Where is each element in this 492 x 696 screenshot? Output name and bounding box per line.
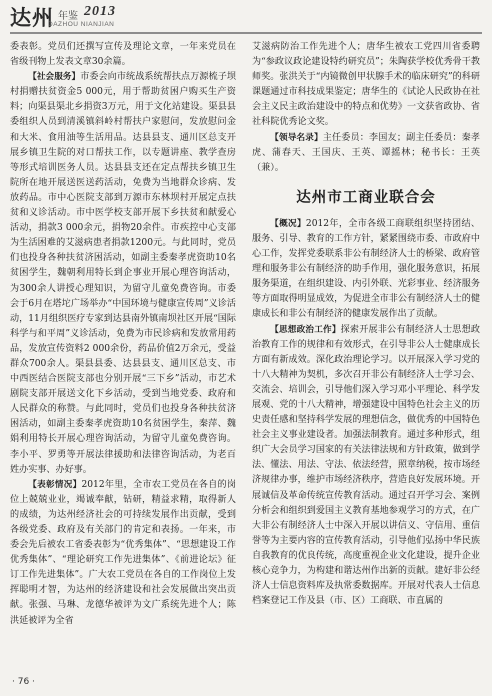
right-column bbox=[252, 40, 480, 609]
ideological-work-text: 探索开展非公有制经济人士思想政治教育工作的规律和有效形式，在引导非公人士健康成长方面有新成效。深化政治理论学习。以开展深入学习党的十八大精神为契机，多次召开非公有制经济人士学习会、交流会、培训会，引导他们深入学习邓小平理论、科学发展观、党的十八大精神，增强建设中国特色社会主义的历史责任感和坚持科学发展的理想信念，做优秀的中国特色社会主义事业建设者。加强法制教育。通过多种形式，组织广大会员学习国家的有关法律法规和方针政策，做到学法、懂法、用法、守法、依法经营，照章纳税，按市场经济规律办事，维护市场经济秩序，营造良好发展环境。开展诚信及革命传统宣传教育活动。通过召开学习会、案例分析会和组织到爱国主义教育基地参观学习的方式，在广大非公有制经济人士中深入开展以讲信义、守信用、重信誉等为主要内容的宣传教育活动，引导他们弘扬中华民族自我教育的优良传统，高度重视企业文化建设，提升企业核心竞争力，为构建和谐达州作出新的贡献。建好非公经济人士信息资料库及执常委数据库。开展对代表人士信息档案登记工作及县（市、区）工商联、市直属的 bbox=[252, 324, 480, 607]
yearbook-year: 2013 bbox=[84, 4, 116, 19]
section-tag-ideological-work: 【思想政治工作】 bbox=[270, 324, 341, 335]
section-tag-social-service: 【社会服务】 bbox=[28, 72, 81, 83]
paragraph-commendation-continued: 艾滋病防治工作先进个人；唐华生被农工党四川省委聘为“参政议政论建设特约研究员”；朱陶获学校优秀骨干教师奖。张洪关于“内镜微创甲状腺手术的临床研究”的科研课题通过市科技成果鉴定；唐华生的《试论人民政协在社会主义民主政治建设中的特点和优势》一文获省政协、省社科院优秀论文奖。 bbox=[252, 42, 480, 128]
section-title-federation: 达州市工商业联合会 bbox=[296, 188, 436, 206]
paragraph-leadership bbox=[252, 131, 480, 176]
page-number: · 76 · bbox=[12, 677, 35, 687]
section-tag-commendation: 【表彰情况】 bbox=[28, 479, 82, 490]
section-tag-leadership: 【领导名录】 bbox=[270, 132, 323, 143]
yearbook-subtitle: 年鉴 bbox=[58, 11, 78, 22]
overview-text: 2012年，全市各级工商联组织坚持团结、服务、引导、教育的工作方针，紧紧围绕市委、市政府中心工作，发挥党委联系非公有制经济人士的桥梁、政府管理和服务非公有制经济的助手作用，强化服务意识，拓展服务渠道，在组织建设、内引外联、光彩事业、经济服务等方面取得明显成效，为促进全市非公有制经济人士的健康成长和非公有制经济的健康发展作出了贡献。 bbox=[252, 218, 480, 320]
yearbook-title: 达州 bbox=[10, 6, 54, 30]
yearbook-pinyin: DAZHOU NIANJIAN bbox=[48, 21, 115, 28]
paragraph-social-service bbox=[10, 70, 236, 478]
left-column bbox=[10, 40, 236, 629]
social-service-text: 市委会向市统战系统帮扶点万源梳子坝村捐赠扶贫资金5 000元，用于帮助贫困户购买生产资料；向渠县渠北乡捐资3万元，用于文化站建设。渠县县委组织人员到清溪镇斜岭村帮扶户家慰问，发放慰问金和大米、食用油等生活用品。达县县支、通川区总支开展乡镇卫生院的对口帮扶工作，以专题讲座、教学查房等形式培训医务人员。达县县支还在定点帮扶乡镇卫生院所在地开展送医送药活动，免费为当地群众诊病、发放药品。市中心医院支部到万源市东林坝村开展定点扶贫和义诊活动。市中医学校支部开展下乡扶贫和献爱心活动，捐款3 000余元，捐物20余件。市疾控中心支部为生活困难的艾滋病患者捐款1200元。与此同时，党员们也投身各种扶贫济困活动，如副主委秦孝虎资助10名贫困学生，魏朝利用特长到企事业开展心理咨询活动，为300余人讲授心理知识，为留守儿童免费咨询。市委会于6月在塔坨广场举办“中国环境与健康宣传周”义诊活动，11月组织医疗专家到达县南外镇南坝社区开展“国际科学与和平周”义诊活动，免费为市民诊病和发放常用药品，发放宣传资料2 000余份，药品价值2万余元，受益群众700余人。渠县县委、达县县支、通川区总支、市中西医结合医院支部也分别开展“三下乡”活动，市艺术剧院支部开展送文化下乡活动，受到当地党委、政府和人民群众的称赞。与此同时，党员们也投身各种扶贫济困活动，如副主委秦孝虎资助10名贫困学生，秦萍、魏娟利用特长开展心理咨询活动，为留守儿童免费咨询。李小平、罗勇等开展法律援助和法律咨询活动，为老百姓办实事、办好事。 bbox=[10, 72, 236, 475]
paragraph-ideological-work bbox=[252, 323, 480, 610]
paragraph-commendation bbox=[10, 478, 236, 629]
paragraph-overview bbox=[252, 217, 480, 323]
leadership-text: 主任委员：李国友；副主任委员：秦孝虎、蒲春天、王国庆、王英、谭摇林；秘书长：王英（兼）。 bbox=[252, 132, 480, 173]
page-header bbox=[0, 0, 492, 36]
section-tag-overview: 【概况】 bbox=[270, 218, 306, 229]
paragraph-awards-continued: 委表彰。党员们还撰写宣传及理论文章，一年来党员在省级刊物上发表文章30余篇。 bbox=[10, 42, 236, 68]
commendation-text: 2012年里，全市农工党员在各自的岗位上兢兢业业，竭诚奉献，钻研，精益求精，取得新人的成绩，为达州经济社会的可持续发展作出贡献，受到各级党委、政府及有关部门的肯定和表扬。一年来，市委会先后被农工省委表彰为“优秀集体”、“思想建设工作优秀集体”、“理论研究工作先进集体”、《前进论坛》征订工作先进集体”。广大农工党员在各自的工作岗位上发挥聪明才智，为达州的经济建设和社会发展做出突出贡献。张强、马琳、龙德华被评为文广系统先进个人；陈洪延被评为全省 bbox=[10, 479, 236, 626]
header-rule bbox=[10, 32, 482, 34]
